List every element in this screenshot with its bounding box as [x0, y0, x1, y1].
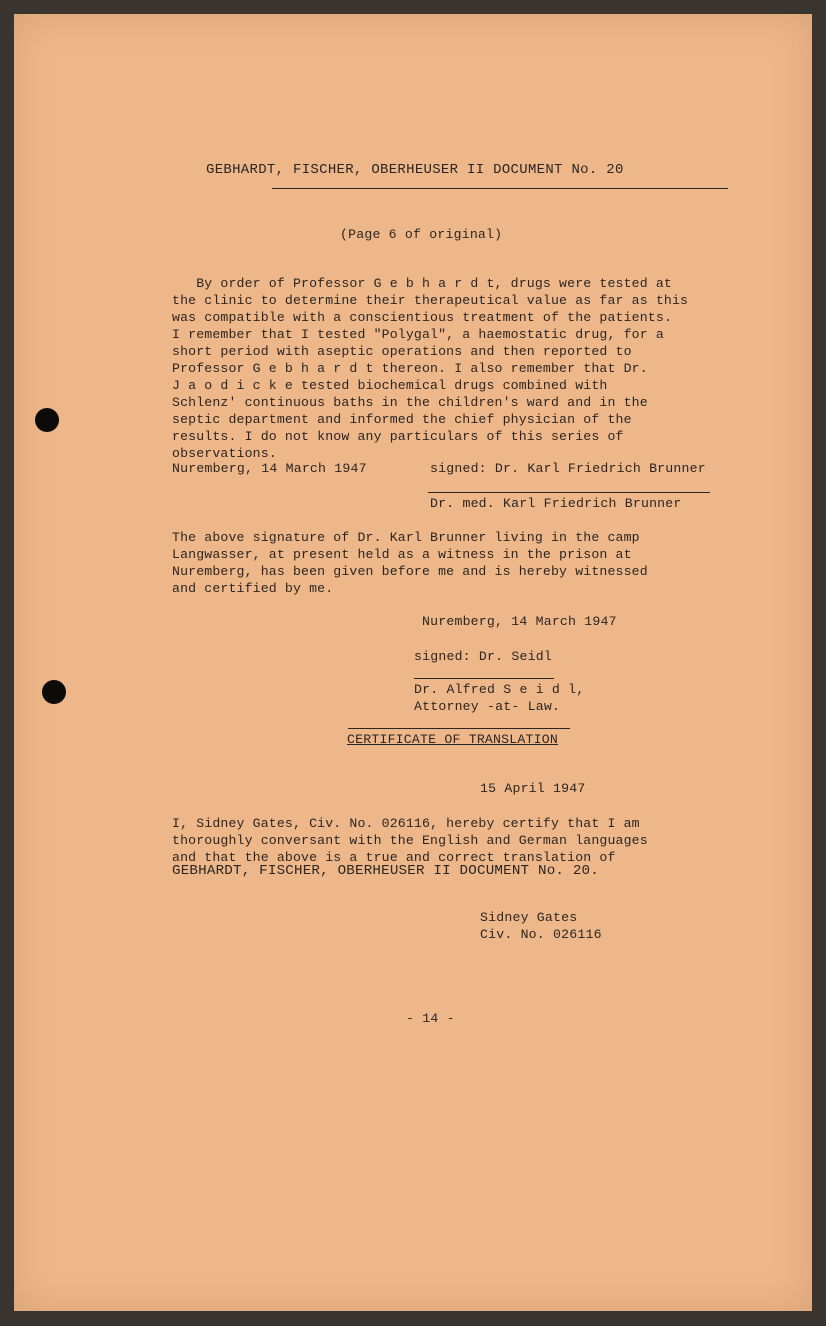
certificate-heading: CERTIFICATE OF TRANSLATION	[347, 732, 558, 747]
statement-place-date: Nuremberg, 14 March 1947	[172, 461, 367, 476]
signature-line	[428, 492, 710, 493]
witness-line: and certified by me.	[172, 581, 334, 596]
document-page	[14, 14, 812, 1311]
page-number: - 14 -	[406, 1011, 455, 1026]
title-underline	[272, 188, 728, 189]
witness-line: The above signature of Dr. Karl Brunner living in the camp	[172, 530, 640, 545]
statement-line: was compatible with a conscientious treatment of the patients.	[172, 310, 672, 325]
signer-name: Dr. med. Karl Friedrich Brunner	[430, 496, 682, 511]
statement-line: the clinic to determine their therapeutical value as far as this	[172, 293, 689, 308]
witness-line: Nuremberg, has been given before me and is hereby witnessed	[172, 564, 648, 579]
certificate-document-line: GEBHARDT, FISCHER, OBERHEUSER II DOCUMENT No. 20.	[172, 863, 599, 879]
certificate-line: and that the above is a true and correct translation of	[172, 850, 616, 865]
certificate-line: thoroughly conversant with the English and German languages	[172, 833, 648, 848]
statement-line: observations.	[172, 446, 277, 461]
statement-line: Schlenz' continuous baths in the children's ward and in the	[172, 395, 648, 410]
statement-line: short period with aseptic operations and then reported to	[172, 344, 632, 359]
witness-name: Dr. Alfred S e i d l,	[414, 682, 585, 697]
certificate-date: 15 April 1947	[480, 781, 586, 796]
certificate-line: I, Sidney Gates, Civ. No. 026116, hereby certify that I am	[172, 816, 640, 831]
certificate-top-rule	[348, 728, 570, 729]
punch-hole-bottom	[42, 680, 66, 704]
translator-civ-no: Civ. No. 026116	[480, 927, 602, 942]
document-title: GEBHARDT, FISCHER, OBERHEUSER II DOCUMENT No. 20	[206, 162, 624, 178]
translator-name: Sidney Gates	[480, 910, 578, 925]
witness-place-date: Nuremberg, 14 March 1947	[422, 614, 617, 629]
witness-signed: signed: Dr. Seidl	[414, 649, 552, 664]
statement-line: By order of Professor G e b h a r d t, drugs were tested at	[172, 276, 672, 291]
punch-hole-top	[35, 408, 59, 432]
witness-line: Langwasser, at present held as a witness in the prison at	[172, 547, 632, 562]
statement-line: J a o d i c k e tested biochemical drugs combined with	[172, 378, 608, 393]
statement-line: septic department and informed the chief physician of the	[172, 412, 632, 427]
statement-line: Professor G e b h a r d t thereon. I also remember that Dr.	[172, 361, 648, 376]
page-reference: (Page 6 of original)	[340, 227, 503, 242]
statement-line: results. I do not know any particulars of this series of	[172, 429, 624, 444]
witness-title: Attorney -at- Law.	[414, 699, 561, 714]
witness-signature-line	[414, 678, 554, 679]
statement-signed: signed: Dr. Karl Friedrich Brunner	[430, 461, 706, 476]
statement-line: I remember that I tested "Polygal", a haemostatic drug, for a	[172, 327, 664, 342]
